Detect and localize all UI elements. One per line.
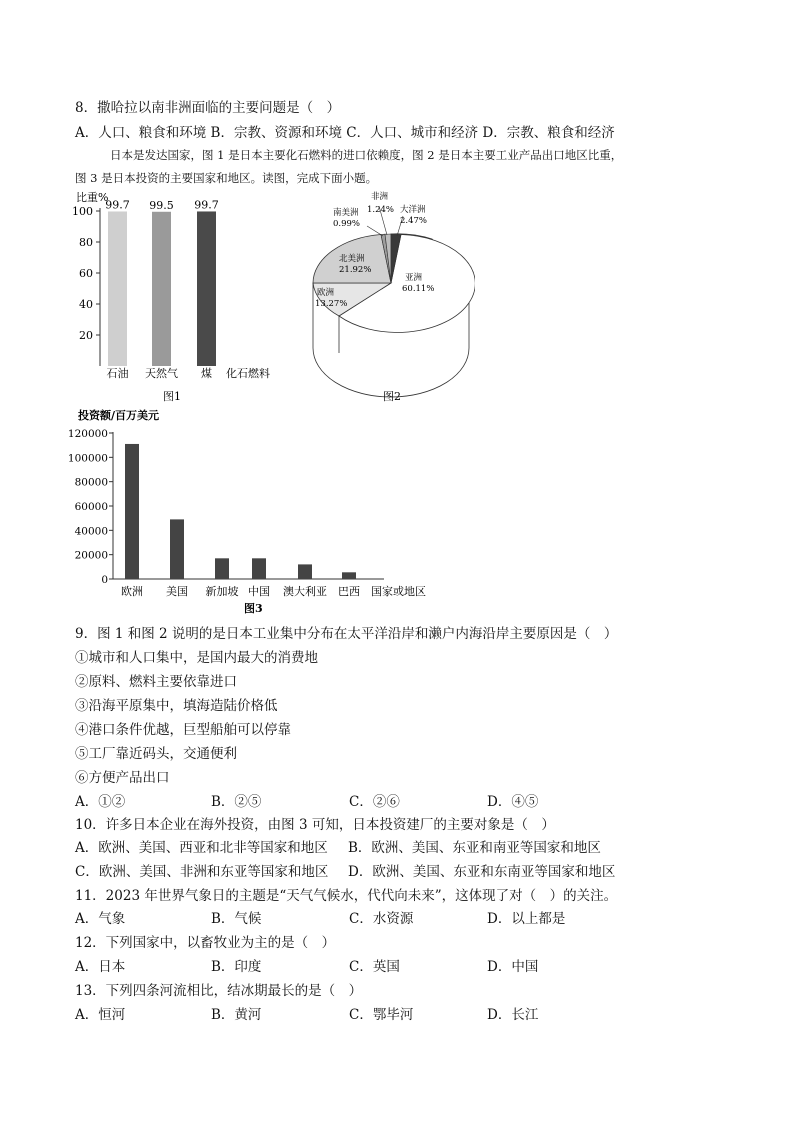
fig3-ytick-label: 0 [101, 574, 108, 586]
fig3-chart [66, 406, 446, 616]
q11-option-d: D．以上都是 [487, 911, 566, 927]
fig3-category-label: 中国 [248, 585, 270, 598]
q8-stem: 8．撒哈拉以南非洲面临的主要问题是（ ） [75, 100, 341, 116]
fig3-bar [125, 444, 139, 579]
fig1-chart [66, 188, 296, 403]
fig3-caption: 图3 [244, 602, 263, 615]
fig3-bar [215, 558, 229, 579]
q11-option-c: C．水资源 [349, 911, 414, 927]
fig1-value-label: 99.5 [149, 198, 174, 212]
q9-option-b: B．②⑤ [211, 794, 262, 810]
fig3-category-label: 美国 [166, 585, 188, 598]
fig3-ytick-label: 60000 [74, 501, 108, 513]
q9-item-6: ⑥方便产品出口 [75, 770, 170, 786]
fig3-category-label: 新加坡 [205, 585, 239, 598]
q13-option-c: C．鄂毕河 [349, 1007, 414, 1023]
q9-item-5: ⑤工厂靠近码头，交通便利 [75, 746, 237, 762]
q13-option-d: D．长江 [487, 1007, 539, 1023]
fig1-category-label: 天然气 [145, 367, 178, 380]
fig1-ytick-label: 20 [79, 329, 93, 342]
fig1-value-label: 99.7 [194, 198, 219, 212]
q11-stem: 11．2023 年世界气象日的主题是“天气气候水，代代向未来”，这体现了对（ ）的关注。 [75, 888, 618, 904]
fig3-bar [252, 558, 266, 579]
pie-label-europe-value: 13.27% [315, 299, 348, 309]
q11-option-a: A．气象 [75, 911, 126, 927]
fig3-ylabel: 投资额/百万美元 [78, 409, 160, 422]
q13-stem: 13．下列四条河流相比，结冰期最长的是（ ） [75, 983, 363, 999]
pie-label-south-america-name: 南美洲 [333, 208, 359, 218]
intro-line1: 日本是发达国家，图 1 是日本主要化石燃料的进口依赖度，图 2 是日本主要工业产品出口地区比重， [110, 148, 623, 162]
q12-option-c: C．英国 [349, 959, 400, 975]
fig3-ytick-label: 100000 [67, 452, 108, 465]
fig3-category-label: 欧洲 [121, 585, 143, 598]
pie-label-south-america-value: 0.99% [333, 219, 361, 229]
fig3-category-label: 巴西 [338, 585, 360, 598]
fig1-ytick-label: 80 [79, 236, 93, 249]
pie-label-africa-value: 1.24% [367, 205, 395, 215]
fig1-ytick-label: 100 [72, 205, 93, 218]
fig1-value-label: 99.7 [105, 198, 130, 212]
pie-label-europe-name: 欧洲 [317, 288, 335, 298]
fig1-category-label: 煤 [201, 367, 212, 380]
fig1-ylabel: 比重% [76, 191, 109, 204]
q9-option-a: A．①② [75, 794, 126, 810]
fig1-caption: 图1 [163, 390, 181, 403]
q9-item-2: ②原料、燃料主要依靠进口 [75, 674, 237, 690]
q13-option-a: A．恒河 [75, 1007, 126, 1023]
q12-option-d: D．中国 [487, 959, 539, 975]
q8-options: A．人口、粮食和环境 B．宗教、资源和环境 C．人口、城市和经济 D．宗教、粮食和经济 [75, 125, 615, 141]
fig3-xlabel: 国家或地区 [371, 585, 426, 598]
intro-line2: 图 3 是日本投资的主要国家和地区。读图，完成下面小题。 [75, 171, 378, 185]
fig3-bar [342, 572, 356, 579]
fig1-bar [108, 211, 127, 366]
fig1-xlabel: 化石燃料 [226, 367, 270, 380]
fig3-ytick-label: 40000 [74, 525, 108, 538]
pie-label-africa-name: 非洲 [371, 192, 389, 202]
fig1-category-label: 石油 [106, 367, 129, 380]
q9-item-3: ③沿海平原集中，填海造陆价格低 [75, 698, 278, 714]
fig1-ytick-label: 60 [79, 267, 93, 280]
q11-option-b: B．气候 [211, 911, 262, 927]
pie-label-north-america-value: 21.92% [339, 265, 372, 275]
q12-option-b: B．印度 [211, 959, 262, 975]
fig3-ytick-label: 20000 [74, 549, 108, 562]
q10-option-a: A．欧洲、美国、西亚和北非等国家和地区 [75, 840, 328, 856]
fig3-ytick-label: 80000 [74, 476, 108, 489]
q10-option-d: D．欧洲、美国、东亚和东南亚等国家和地区 [348, 864, 616, 880]
fig3-bar [170, 519, 184, 579]
fig2-chart [305, 188, 475, 403]
q9-option-c: C．②⑥ [349, 794, 400, 810]
fig3-ytick-label: 120000 [67, 428, 108, 440]
pie-label-asia-name: 亚洲 [405, 273, 423, 283]
fig1-bar [197, 211, 216, 366]
q9-option-d: D．④⑤ [487, 794, 539, 810]
fig2-caption: 图2 [383, 390, 401, 403]
q10-option-b: B．欧洲、美国、东亚和南亚等国家和地区 [348, 840, 601, 856]
pie-label-asia-value: 60.11% [402, 284, 435, 294]
q10-option-c: C．欧洲、美国、非洲和东亚等国家和地区 [75, 864, 329, 880]
pie-label-north-america-name: 北美洲 [339, 254, 365, 264]
pie-label-oceania-value: 2.47% [400, 216, 428, 226]
fig3-bar [298, 564, 312, 579]
q10-stem: 10．许多日本企业在海外投资，由图 3 可知，日本投资建厂的主要对象是（ ） [75, 817, 555, 833]
fig1-bar [152, 212, 171, 366]
q12-option-a: A．日本 [75, 959, 126, 975]
fig3-category-label: 澳大利亚 [283, 585, 327, 598]
pie-label-oceania-name: 大洋洲 [400, 205, 426, 215]
q13-option-b: B．黄河 [211, 1007, 262, 1023]
q9-item-1: ①城市和人口集中，是国内最大的消费地 [75, 650, 318, 666]
q9-stem: 9．图 1 和图 2 说明的是日本工业集中分布在太平洋沿岸和濑户内海沿岸主要原因是（ ） [75, 626, 618, 642]
q12-stem: 12．下列国家中，以畜牧业为主的是（ ） [75, 935, 336, 951]
q9-item-4: ④港口条件优越，巨型船舶可以停靠 [75, 722, 291, 738]
fig1-ytick-label: 40 [79, 298, 93, 311]
